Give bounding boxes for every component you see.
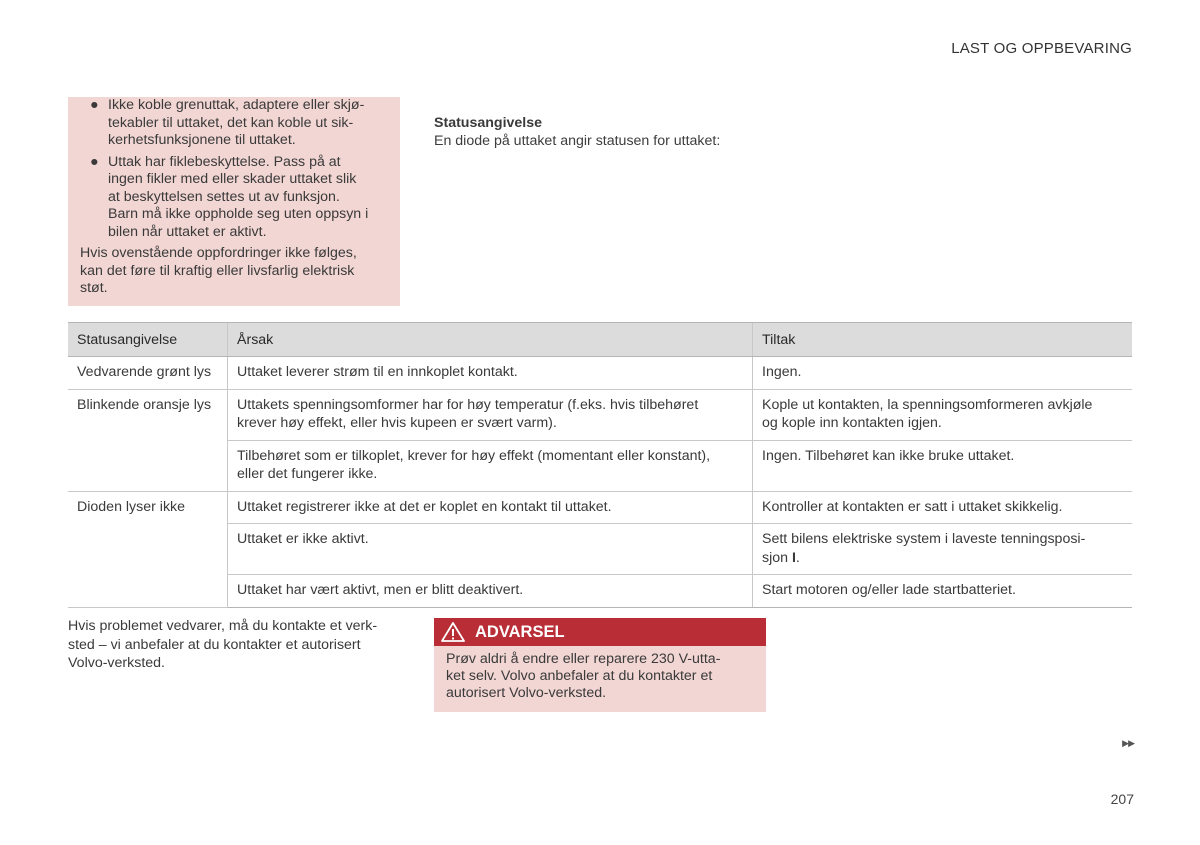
action-cell: Kontroller at kontakten er satt i uttaket skikkelig. bbox=[753, 491, 1133, 524]
action-cell: Ingen. bbox=[753, 357, 1133, 390]
action-line: Kople ut kontakten, la spenningsomformeren avkjøle bbox=[762, 396, 1093, 413]
paragraph-line: sted – vi anbefaler at du kontakter et autorisert bbox=[68, 636, 361, 653]
table-row bbox=[68, 524, 1132, 575]
cause-cell: Uttaket leverer strøm til en innkoplet kontakt. bbox=[228, 357, 753, 390]
cause-line: Uttakets spenningsomformer har for høy temperatur (f.eks. hvis tilbehøret bbox=[237, 396, 699, 413]
warning-line: at beskyttelsen settes ut av funksjon. bbox=[108, 188, 340, 205]
next-page-icon: ▶▶ bbox=[1122, 738, 1134, 748]
section-title: LAST OG OPPBEVARING bbox=[951, 40, 1132, 57]
cause-cell bbox=[228, 440, 753, 491]
warning-closing-line: Hvis ovenstående oppfordringer ikke følges, bbox=[80, 245, 357, 261]
warning-line: ingen fikler med eller skader uttaket slik bbox=[108, 171, 357, 187]
warning-closing-line: kan det føre til kraftig eller livsfarlig elektrisk bbox=[80, 262, 355, 279]
column-header-action: Tiltak bbox=[753, 323, 1133, 357]
warning-line: bilen når uttaket er aktivt. bbox=[108, 223, 267, 240]
paragraph-line: Volvo-verksted. bbox=[68, 655, 165, 671]
status-cell: Vedvarende grønt lys bbox=[68, 357, 228, 390]
bottom-paragraph bbox=[68, 617, 408, 673]
table-row bbox=[68, 357, 1132, 390]
cause-cell: Uttaket er ikke aktivt. bbox=[228, 524, 753, 575]
advarsel-line: ket selv. Volvo anbefaler at du kontakter et bbox=[446, 668, 713, 684]
ignition-position-label: I bbox=[791, 549, 796, 566]
status-cell: Blinkende oransje lys bbox=[68, 389, 228, 491]
warning-triangle-icon bbox=[440, 621, 466, 643]
status-cell: Dioden lyser ikke bbox=[68, 491, 228, 607]
bullet-icon: ● bbox=[90, 153, 99, 170]
action-line: Sett bilens elektriske system i laveste tenningsposi- bbox=[762, 531, 1086, 547]
page-number: 207 bbox=[1110, 791, 1134, 807]
warning-bullet bbox=[80, 97, 388, 150]
cause-cell: Uttaket registrerer ikke at det er koplet en kontakt til uttaket. bbox=[228, 491, 753, 524]
status-heading: Statusangivelse bbox=[434, 115, 543, 131]
warning-line: Uttak har fiklebeskyttelse. Pass på at bbox=[108, 153, 341, 170]
warning-box bbox=[68, 97, 400, 306]
cause-cell: Uttaket har vært aktivt, men er blitt deaktivert. bbox=[228, 575, 753, 608]
cause-line: Tilbehøret som er tilkoplet, krever for høy effekt (momentant eller konstant), bbox=[237, 447, 711, 464]
cause-line: eller det fungerer ikke. bbox=[237, 466, 378, 482]
advarsel-body bbox=[434, 646, 766, 702]
advarsel-title-bar bbox=[434, 618, 766, 646]
warning-line: Ikke koble grenuttak, adaptere eller skjø- bbox=[108, 97, 365, 113]
table-row bbox=[68, 389, 1132, 440]
column-header-status: Statusangivelse bbox=[68, 323, 228, 357]
action-line: og kople inn kontakten igjen. bbox=[762, 415, 942, 431]
status-section bbox=[434, 114, 720, 150]
warning-closing-line: støt. bbox=[80, 280, 108, 296]
bullet-icon: ● bbox=[90, 97, 99, 113]
action-cell bbox=[753, 389, 1133, 440]
status-table bbox=[68, 322, 1132, 608]
warning-line: kerhetsfunksjonene til uttaket. bbox=[108, 132, 296, 148]
warning-list bbox=[80, 97, 388, 241]
table-row bbox=[68, 491, 1132, 524]
cause-cell bbox=[228, 389, 753, 440]
advarsel-title: ADVARSEL bbox=[475, 622, 565, 641]
advarsel-box bbox=[434, 618, 766, 712]
warning-line: Barn må ikke oppholde seg uten oppsyn i bbox=[108, 206, 369, 222]
advarsel-line: Prøv aldri å endre eller reparere 230 V-utta- bbox=[446, 651, 721, 667]
warning-closing bbox=[80, 245, 388, 298]
table-header-row bbox=[68, 323, 1132, 357]
cause-line: krever høy effekt, eller hvis kupeen er svært varm). bbox=[237, 415, 557, 431]
action-line-end: . bbox=[795, 549, 800, 566]
table-row bbox=[68, 440, 1132, 491]
warning-bullet bbox=[80, 154, 388, 242]
action-cell bbox=[753, 524, 1133, 575]
action-cell: Start motoren og/eller lade startbatteriet. bbox=[753, 575, 1133, 608]
action-line: sjon bbox=[762, 549, 792, 566]
paragraph-line: Hvis problemet vedvarer, må du kontakte et verk- bbox=[68, 618, 378, 634]
status-description: En diode på uttaket angir statusen for uttaket: bbox=[434, 133, 721, 149]
advarsel-line: autorisert Volvo-verksted. bbox=[446, 685, 607, 701]
action-cell: Ingen. Tilbehøret kan ikke bruke uttaket. bbox=[753, 440, 1133, 491]
table-row bbox=[68, 575, 1132, 608]
warning-line: tekabler til uttaket, det kan koble ut sik- bbox=[108, 114, 354, 131]
column-header-cause: Årsak bbox=[228, 323, 753, 357]
